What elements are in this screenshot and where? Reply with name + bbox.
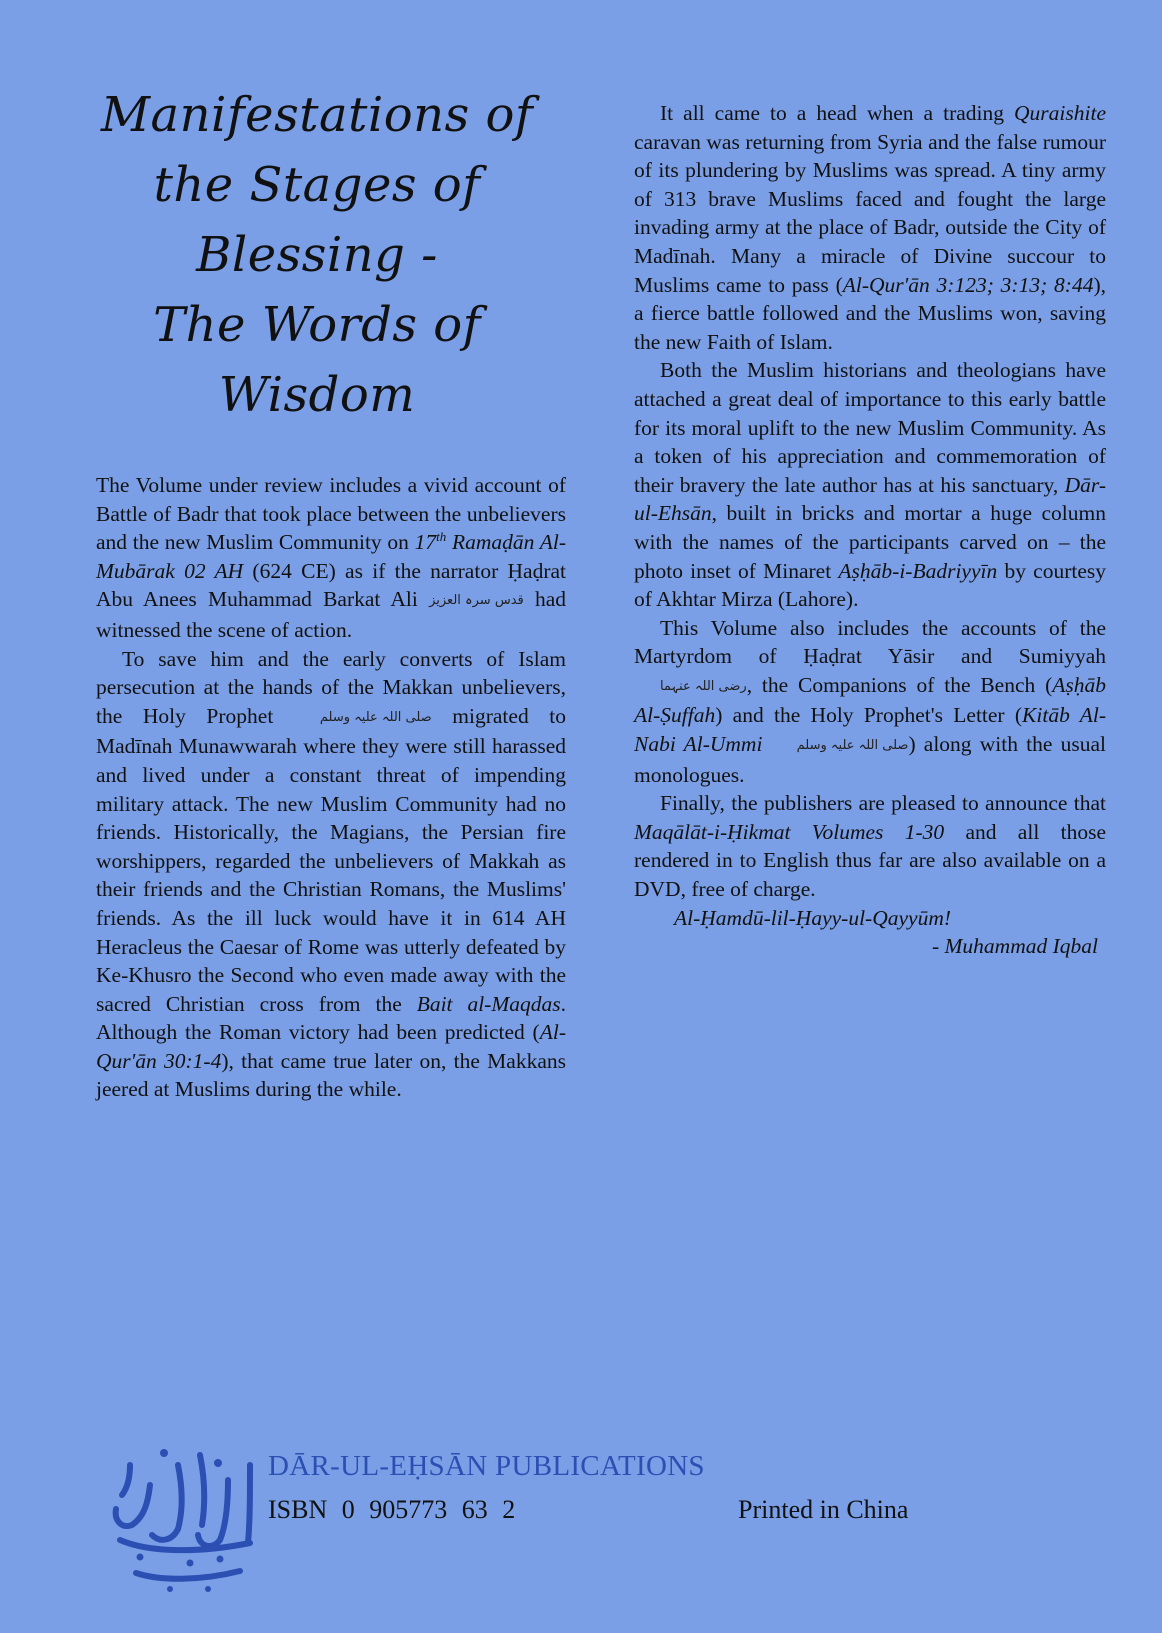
closing-blessing: Al-Ḥamdū-lil-Ḥayy-ul-Qayyūm!: [674, 905, 952, 930]
paragraph-caravan: It all came to a head when a trading Quraishite caravan was returning from Syria and the false rumour of its plundering by Muslims was spread. A tiny army of 313 brave Muslims faced and fought the large invading army at the place of Badr, outside the City of Madīnah. Many a miracle of Divine succour to Muslims came to pass (Al-Qur'ān 3:123; 3:13; 8:44), a fierce battle followed and the Muslims won, saving the new Faith of Islam.: [634, 101, 1106, 354]
title-line: Wisdom: [218, 367, 416, 423]
paragraph-publisher-announcement: Finally, the publishers are pleased to announce that Maqālāt-i-Ḥikmat Volumes 1-30 and all those rendered in to English thus far are also available on a DVD, free of charge.: [634, 791, 1106, 902]
author-signature: - Muhammad Iqbal: [931, 934, 1098, 959]
title-line: Blessing -: [196, 227, 438, 283]
paragraph-migration: To save him and the early converts of Islam persecution at the hands of the Makkan unbelievers, the Holy Prophet صلی اللہ علیہ وسلم migrated to Madīnah Munawwarah where they were still harassed and lived under a constant threat of impending military attack. The new Muslim Community had no friends. Historically, the Magians, the Persian fire worshippers, regarded the unbelievers of Makkah as their friends and the Christian Romans, the Muslims' friends. As the ill luck would have it in 614 AH Heracleus the Caesar of Rome was utterly defeated by Ke-Khusro the Second who even made away with the sacred Christian cross from the Bait al-Maqdas. Although the Roman victory had been predicted (Al-Qur'ān 30:1-4), that came true later on, the Makkans jeered at Muslims during the while.: [96, 646, 567, 1102]
right-text-column: [634, 99, 1106, 961]
left-text-column: [96, 471, 566, 1104]
title-line: Manifestations of: [100, 87, 534, 143]
title-line: the Stages of: [153, 157, 481, 213]
paragraph-volume-contents: This Volume also includes the accounts of the Martyrdom of Ḥaḍrat Yāsir and Sumiyyah رضی اللہ عنہما, the Companions of the Bench (Aṣḥāb Al-Ṣuffah) and the Holy Prophet's Letter (Kitāb Al-Nabi Al-Ummi صلی اللہ علیہ وسلم) along with the usual monologues.: [634, 615, 1107, 787]
arabic-honorific: رضی اللہ عنہما: [660, 678, 747, 694]
isbn-number: ISBN 0 905773 63 2: [268, 1495, 516, 1524]
publisher-calligraphy-logo-icon: [100, 1425, 260, 1595]
printed-in-label: Printed in China: [738, 1495, 909, 1524]
title-line: The Words of: [153, 297, 481, 353]
arabic-honorific: صلی اللہ علیہ وسلم: [319, 709, 432, 725]
paragraph-historians: Both the Muslim historians and theologians have attached a great deal of importance to this early battle for its moral uplift to the new Muslim Community. As a token of his appreciation and commemoration of their bravery the late author has at his sanctuary, Dār-ul-Ehsān, built in bricks and mortar a huge column with the names of the participants carved on – the photo inset of Minaret Aṣḥāb-i-Badriyyīn by courtesy of Akhtar Mirza (Lahore).: [634, 358, 1106, 612]
cover-title: [82, 80, 552, 430]
arabic-honorific: صلی اللہ علیہ وسلم: [796, 738, 909, 754]
arabic-honorific: قدس سرہ العزیز: [429, 593, 524, 609]
publisher-name: DĀR-UL-EḤSĀN PUBLICATIONS: [268, 1450, 705, 1482]
paragraph-battle-of-badr-intro: The Volume under review includes a vivid account of Battle of Badr that took place between the unbelievers and the new Muslim Community on 17th Ramaḍān Al-Mubārak 02 AH (624 CE) as if the narrator Ḥaḍrat Abu Anees Muhammad Barkat Ali قدس سرہ العزیز had witnessed the scene of action.: [96, 473, 566, 642]
